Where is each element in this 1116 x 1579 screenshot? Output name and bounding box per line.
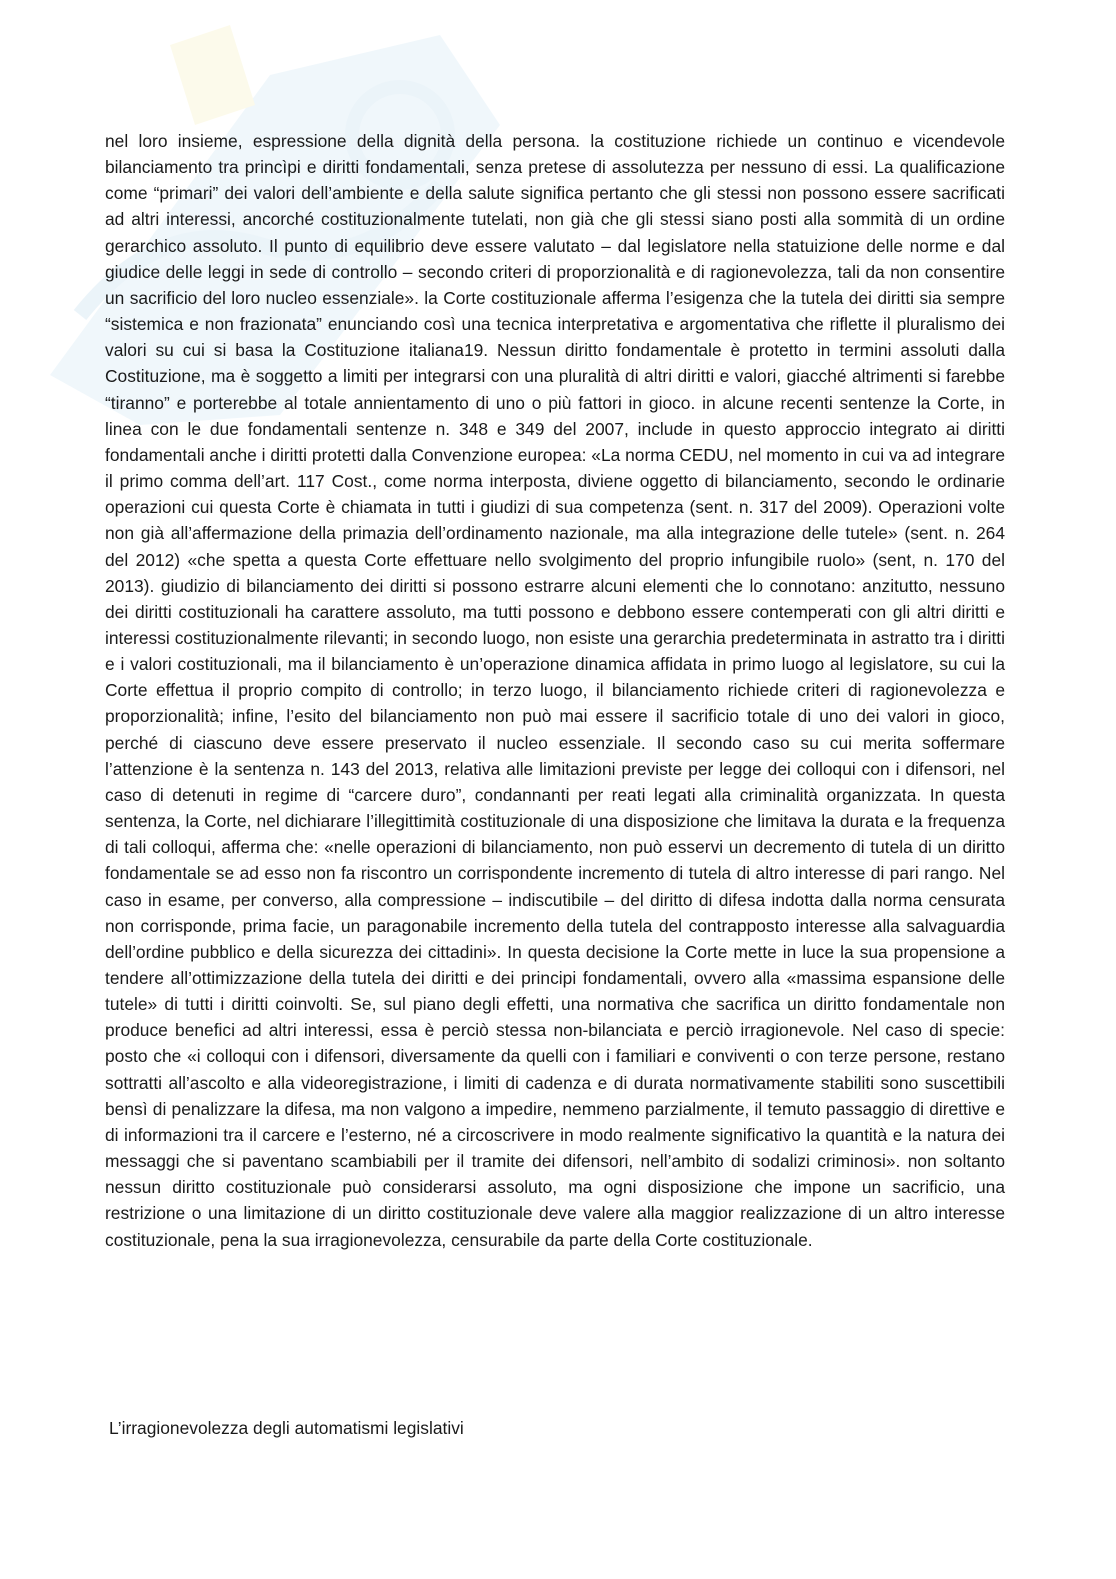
section-heading: L’irragionevolezza degli automatismi legislativi xyxy=(109,1418,464,1438)
document-page xyxy=(105,128,1005,1438)
body-paragraph: nel loro insieme, espressione della dignità della persona. la costituzione richiede un continuo e vicendevole bilanciamento tra princìpi e diritti fondamentali, senza pretese di assolutezza per nessuno di essi. La qualificazione come “primari” dei valori dell’ambiente e della salute significa pertanto che gli stessi non possono essere sacrificati ad altri interessi, ancorché costituzionalmente tutelati, non già che gli stessi siano posti alla sommità di un ordine gerarchico assoluto. Il punto di equilibrio deve essere valutato – dal legislatore nella statuizione delle norme e dal giudice delle leggi in sede di controllo – secondo criteri di proporzionalità e di ragionevolezza, tali da non consentire un sacrificio del loro nucleo essenziale». la Corte costituzionale afferma l’esigenza che la tutela dei diritti sia sempre “sistemica e non frazionata” enunciando così una tecnica interpretativa e argomentativa che riflette il pluralismo dei valori su cui si basa la Costituzione italiana19. Nessun diritto fondamentale è protetto in termini assoluti dalla Costituzione, ma è soggetto a limiti per integrarsi con una pluralità di altri diritti e valori, giacché altrimenti si farebbe “tiranno” e porterebbe al totale annientamento di uno o più fattori in gioco. in alcune recenti sentenze la Corte, in linea con le due fondamentali sentenze n. 348 e 349 del 2007, include in questo approccio integrato ai diritti fondamentali anche i diritti protetti dalla Convenzione europea: «La norma CEDU, nel momento in cui va ad integrare il primo comma dell’art. 117 Cost., come norma interposta, diviene oggetto di bilanciamento, secondo le ordinarie operazioni cui questa Corte è chiamata in tutti i giudizi di sua competenza (sent. n. 317 del 2009). Operazioni volte non già all’affermazione della primazia dell’ordinamento nazionale, ma alla integrazione delle tutele» (sent. n. 264 del 2012) «che spetta a questa Corte effettuare nello svolgimento del proprio infungibile ruolo» (sent, n. 170 del 2013). giudizio di bilanciamento dei diritti si possono estrarre alcuni elementi che lo connotano: anzitutto, nessuno dei diritti costituzionali ha carattere assoluto, ma tutti possono e debbono essere contemperati con gli altri diritti e interessi costituzionalmente rilevanti; in secondo luogo, non esiste una gerarchia predeterminata in astratto tra i diritti e i valori costituzionali, ma il bilanciamento è un’operazione dinamica affidata in primo luogo al legislatore, su cui la Corte effettua il proprio compito di controllo; in terzo luogo, il bilanciamento richiede criteri di ragionevolezza e proporzionalità; infine, l’esito del bilanciamento non può mai essere il sacrificio totale di uno dei valori in gioco, perché di ciascuno deve essere preservato il nucleo essenziale. Il secondo caso su cui merita soffermare l’attenzione è la sentenza n. 143 del 2013, relativa alle limitazioni previste per legge dei colloqui con i difensori, nel caso di detenuti in regime di “carcere duro”, condannanti per reati legati alla criminalità organizzata. In questa sentenza, la Corte, nel dichiarare l’illegittimità costituzionale di una disposizione che limitava la durata e la frequenza di tali colloqui, afferma che: «nelle operazioni di bilanciamento, non può esservi un decremento di tutela di un diritto fondamentale se ad esso non fa riscontro un corrispondente incremento di tutela di altro interesse di pari rango. Nel caso in esame, per converso, alla compressione – indiscutibile – del diritto di difesa indotta dalla norma censurata non corrisponde, prima facie, un paragonabile incremento della tutela del contrapposto interesse alla salvaguardia dell’ordine pubblico e della sicurezza dei cittadini». In questa decisione la Corte mette in luce la sua propensione a tendere all’ottimizzazione della tutela dei diritti e dei principi fondamentali, ovvero alla «massima espansione delle tutele» di tutti i diritti coinvolti. Se, sul piano degli effetti, una normativa che sacrifica un diritto fondamentale non produce benefici ad altri interessi, essa è perciò stessa non-bilanciata e perciò irragionevole. Nel caso di specie: posto che «i colloqui con i difensori, diversamente da quelli con i familiari e conviventi o con terze persone, restano sottratti all’ascolto e alla videoregistrazione, i limiti di cadenza e di durata normativamente stabiliti sono suscettibili bensì di penalizzare la difesa, ma non valgono a impedire, nemmeno parzialmente, il temuto passaggio di direttive e di informazioni tra il carcere e l’esterno, né a circoscrivere in modo realmente significativo la quantità e la natura dei messaggi che si paventano scambiabili per il tramite dei difensori, nell’ambito di sodalizi criminosi». non soltanto nessun diritto costituzionale può considerarsi assoluto, ma ogni disposizione che impone un sacrificio, una restrizione o una limitazione di un diritto costituzionale deve valere alla maggior realizzazione di un altro interesse costituzionale, pena la sua irragionevolezza, censurabile da parte della Corte costituzionale. xyxy=(105,131,1005,1250)
